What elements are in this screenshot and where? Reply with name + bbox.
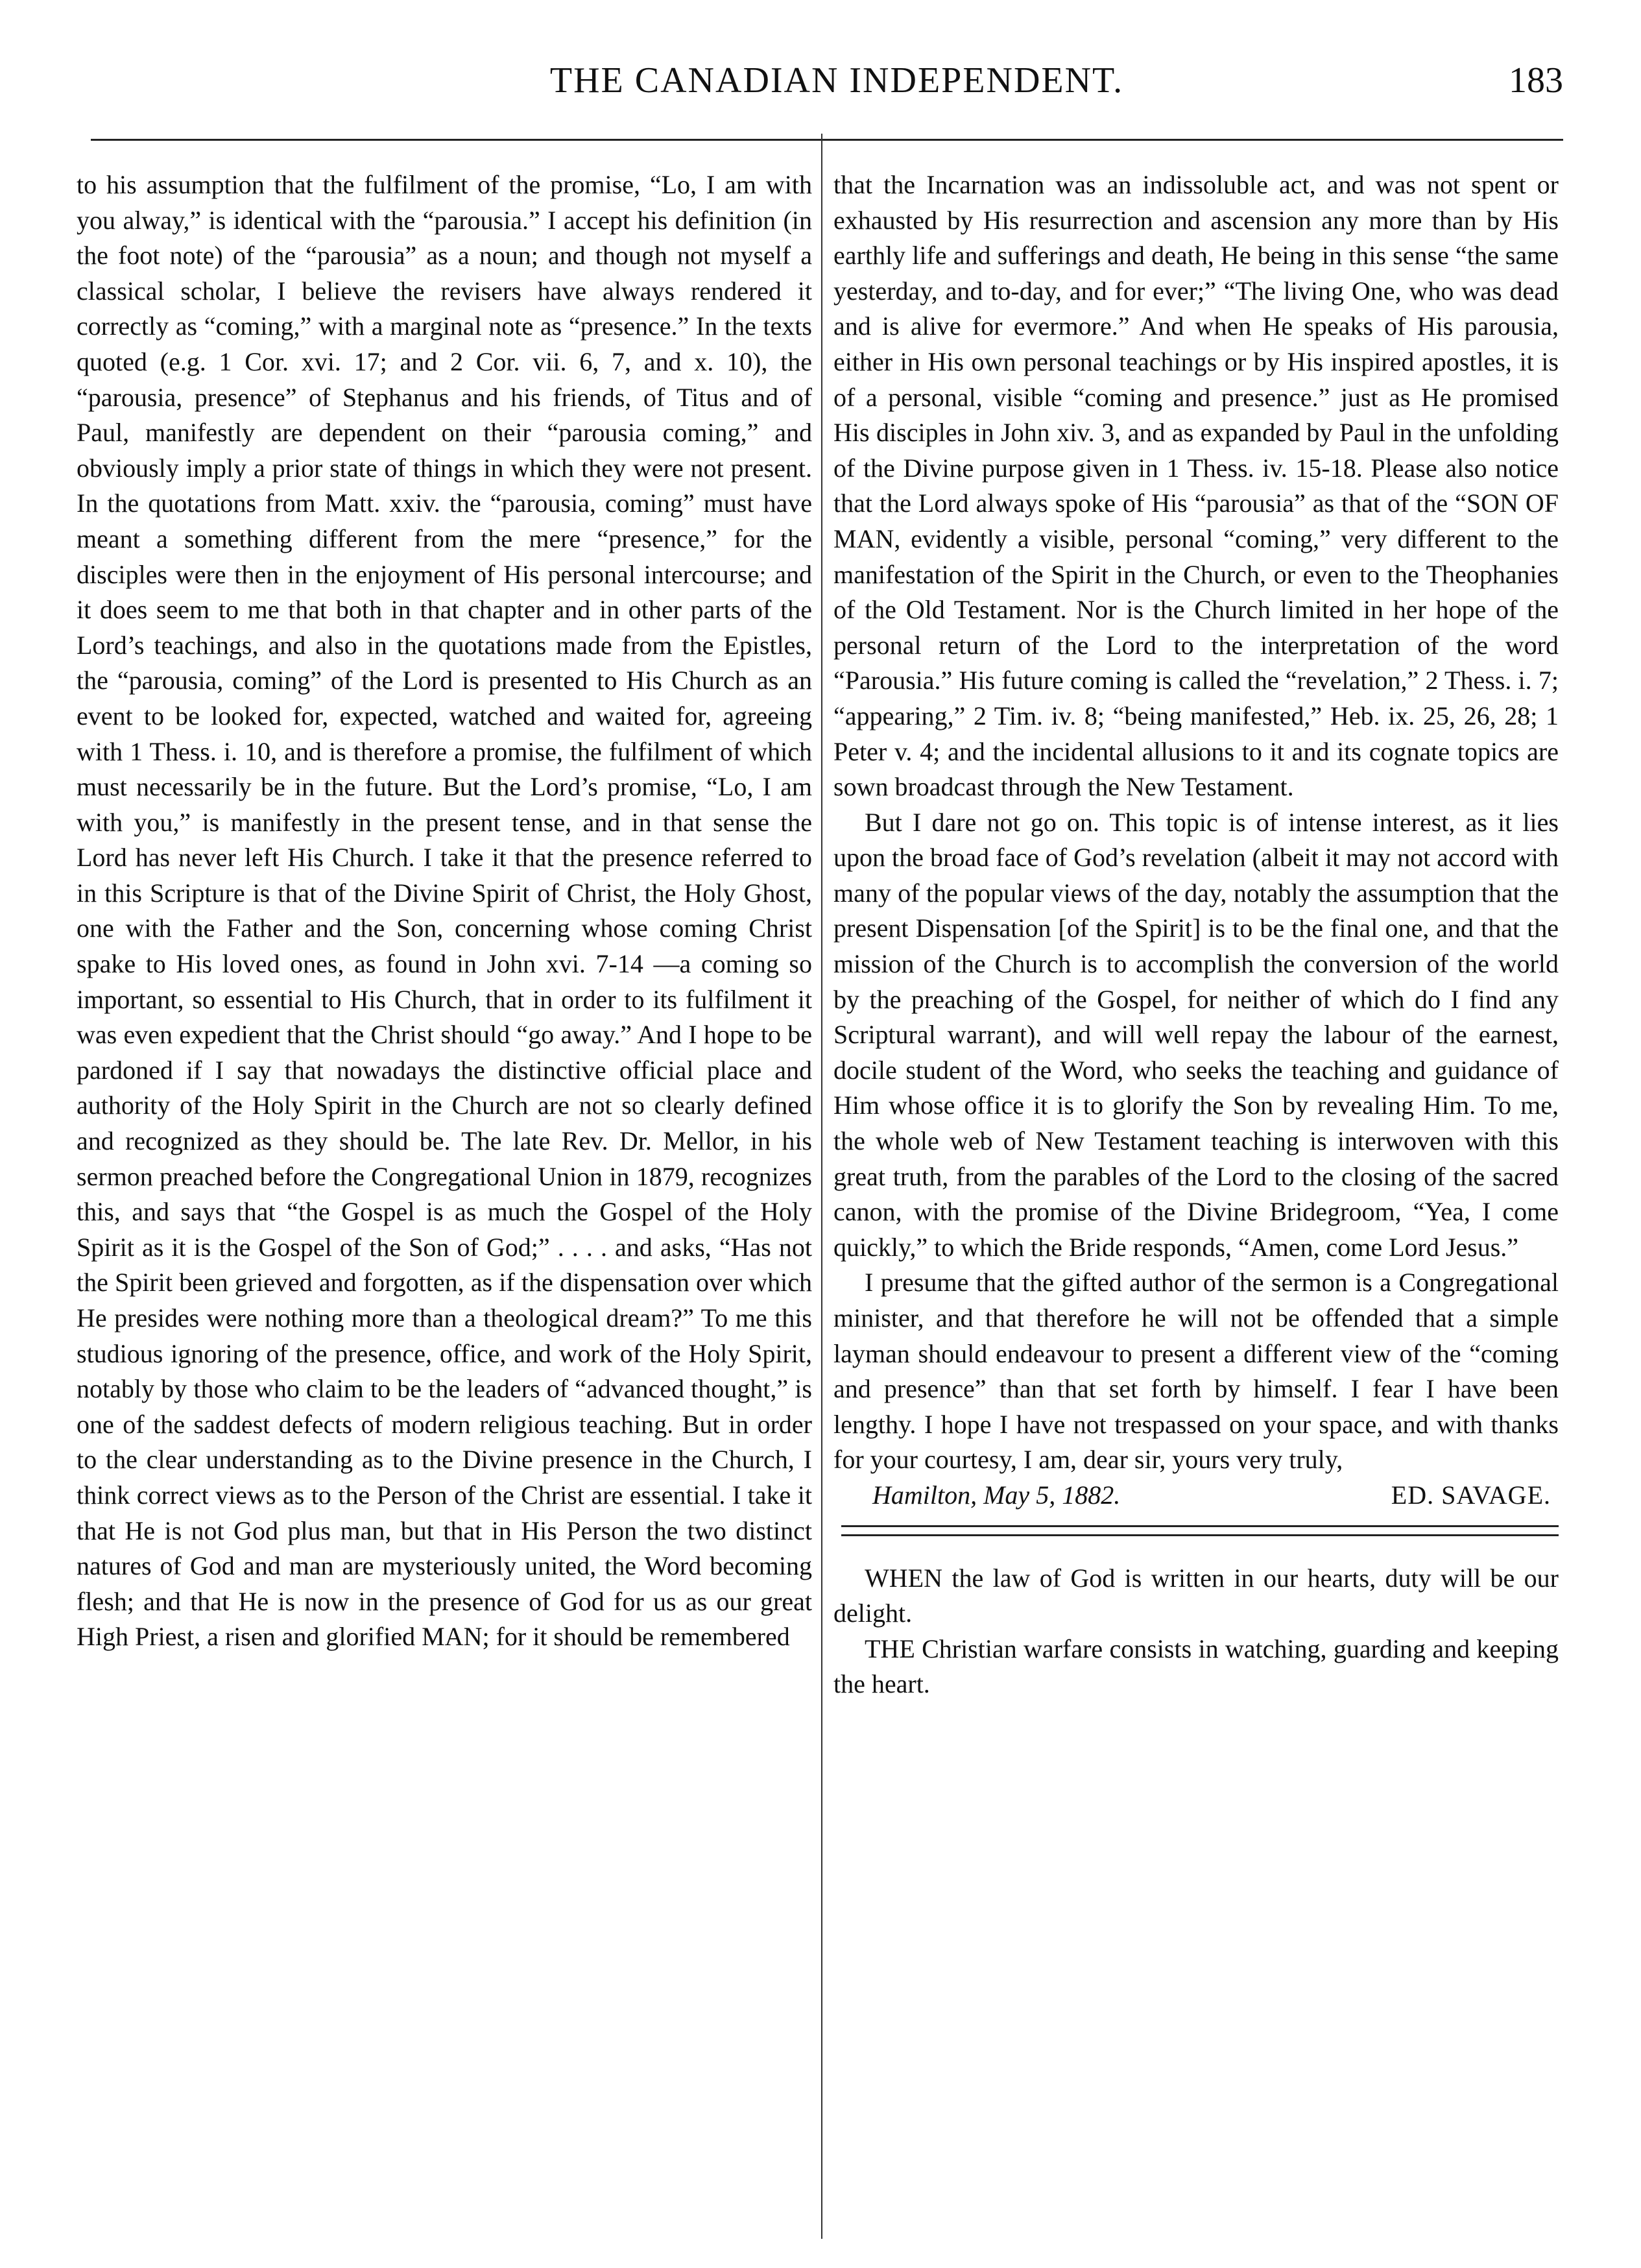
page-number: 183 xyxy=(1509,60,1563,101)
left-paragraph-1: to his assumption that the fulfilment of the promise, “Lo, I am with you alway,” is identical with the “parousia.” I accept his definition (in the foot note) of the “parousia” as a noun; and though not myself a classical scholar, I believe the revisers have always rendered it correctly as “coming,” with a marginal note as “presence.” In the texts quoted (e.g. 1 Cor. xvi. 17; and 2 Cor. vii. 6, 7, and x. 10), the “parousia, presence” of Stephanus and his friends, of Titus and of Paul, manifestly are dependent on their “parousia coming,” and obviously imply a prior state of things in which they were not present. In the quotations from Matt. xxiv. the “parousia, coming” must have meant a something different from the mere “presence,” for the disciples were then in the enjoyment of His personal intercourse; and it does seem to me that both in that chapter and in other parts of the Lord’s teachings, and also in the quotations made from the Epistles, the “parousia, coming” of the Lord is presented to His Church as an event to be looked for, expected, watched and waited for, agreeing with 1 Thess. i. 10, and is therefore a promise, the fulfilment of which must necessarily be in the future. But the Lord’s promise, “Lo, I am with you,” is manifestly in the present tense, and in that sense the Lord has never left His Church. I take it that the presence referred to in this Scripture is that of the Divine Spirit of Christ, the Holy Ghost, one with the Father and the Son, concerning whose coming Christ spake to His loved ones, as found in John xvi. 7-14 —a coming so important, so essential to His Church, that in order to its fulfilment it was even expedient that the Christ should “go away.” And I hope to be pardoned if I say that nowadays the distinctive official place and authority of the Holy Spirit in the Church are not so clearly defined and recognized as they should be. The late Rev. Dr. Mellor, in his sermon preached before the Congregational Union in 1879, recognizes this, and says that “the Gospel is as much the Gospel of the Holy Spirit as it is the Gospel of the Son of God;” . . . . and asks, “Has not the Spirit been grieved and forgotten, as if the dispensation over which He presides were nothing more than a theological dream?” To me this studious ignoring of the presence, office, and work of the Holy Spirit, notably by those who claim to be the leaders of “advanced thought,” is one of the saddest defects of modern religious teaching. But in order to the clear understanding as to the Divine presence in the Church, I think correct views as to the Person of the Christ are essential. I take it that He is not God plus man, but that in His Person the two distinct natures of God and man are mysteriously united, the Word becoming flesh; and that He is now in the presence of God for us as our great High Priest, a risen and glorified MAN; for it should be remembered xyxy=(77,170,812,1652)
note-2: THE Christian warfare consists in watching, guarding and keeping the heart. xyxy=(833,1634,1559,1699)
right-column xyxy=(833,167,1559,1702)
signoff-place-date: Hamilton, May 5, 1882. xyxy=(872,1480,1121,1510)
header-rule xyxy=(91,139,1563,141)
letter-signoff xyxy=(833,1478,1559,1514)
page-header xyxy=(110,60,1563,112)
section-double-rule xyxy=(841,1525,1559,1536)
right-paragraph-2: But I dare not go on. This topic is of intense interest, as it lies upon the broad face of God’s revelation (albeit it may not accord with many of the popular views of the day, notably the assumption that the present Dispensation [of the Spirit] is to be the final one, and that the mission of the Church is to accomplish the conversion of the world by the preaching of the Gospel, for neither of which do I find any Scriptural warrant), and will well repay the labour of the earnest, docile student of the Word, who seeks the teaching and guidance of Him whose office it is to glorify the Son by revealing Him. To me, the whole web of New Testament teaching is interwoven with this great truth, from the parables of the Lord to the closing of the sacred canon, with the promise of the Divine Bridegroom, “Yea, I come quickly,” to which the Bride responds, “Amen, come Lord Jesus.” xyxy=(833,807,1559,1262)
right-paragraph-1: that the Incarnation was an indissoluble act, and was not spent or exhausted by His resurrection and ascension any more than by His earthly life and sufferings and death, He being in this sense “the same yesterday, and to-day, and for ever;” “The living One, who was dead and is alive for evermore.” And when He speaks of His parousia, either in His own personal teachings or by His inspired apostles, it is of a personal, visible “coming and presence.” just as He promised His disciples in John xiv. 3, and as expanded by Paul in the unfolding of the Divine purpose given in 1 Thess. iv. 15-18. Please also notice that the Lord always spoke of His “parousia” as that of the “SON OF MAN, evidently a visible, personal “coming,” very different to the manifestation of the Spirit in the Church, or even to the Theophanies of the Old Testament. Nor is the Church limited in her hope of the personal return of the Lord to the interpretation of the word “Parousia.” His future coming is called the “revelation,” 2 Thess. i. 7; “appearing,” 2 Tim. iv. 8; “being manifested,” Heb. ix. 25, 26, 28; 1 Peter v. 4; and the incidental allusions to it and its cognate topics are sown broadcast through the New Testament. xyxy=(833,170,1559,802)
note-1: WHEN the law of God is written in our hearts, duty will be our delight. xyxy=(833,1563,1559,1628)
right-paragraph-3: I presume that the gifted author of the sermon is a Congregational minister, and that therefore he will not be offended that a simple layman should endeavour to present a different view of the “coming and presence” than that set forth by himself. I fear I have been lengthy. I hope I have not trespassed on your space, and with thanks for your courtesy, I am, dear sir, yours very truly, xyxy=(833,1268,1559,1475)
column-divider xyxy=(821,134,822,2239)
running-title: THE CANADIAN INDEPENDENT. xyxy=(549,60,1124,101)
left-column xyxy=(77,167,812,1655)
signoff-author: ED. SAVAGE. xyxy=(1391,1480,1551,1510)
